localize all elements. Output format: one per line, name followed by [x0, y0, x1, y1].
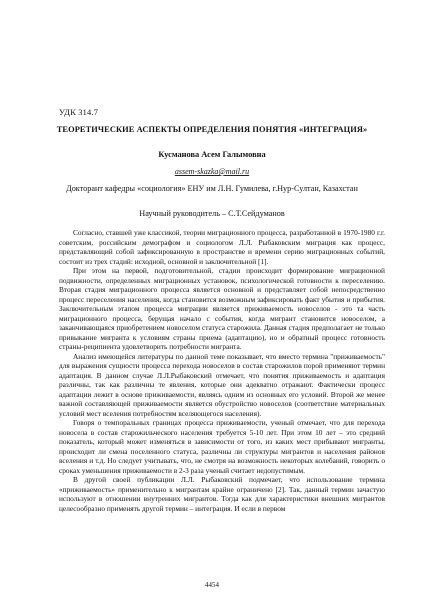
paragraph: При этом на первой, подготовительной, стадии происходит формирование миграционной подвижности, определенных миграционных установок, психологической готовности к переселению. Вторая стадия миграционного процесса является основной и представляет собой непосредственно процесс переселения населения, когда становится возможным зафиксировать факт убытия и прибытия. Заключительным этапом процесса миграции является приживаемость новоселов - это та часть миграционного процесса, берущая начало с события, когда мигрант становится новоселом, а заканчивающаяся приобретением новоселом статуса старожила. Данная стадия предполагает не только привыкание мигранта к условиям страны приема (адаптацию), но и обратный процесс готовность страны-реципиента удовлетворить потребности мигранта.: [59, 266, 385, 351]
paragraph: В другой своей публикации Л.Л. Рыбаковский подмечает, что использование термина «приживаемость» применительно к мигрантам крайне ограничено [2]. Так, данный термин зачастую используют в отношении внутренних мигрантов. Тогда как для характеристики внешних мигрантов целесообразно применять другой термин – интеграция. И если в первом: [59, 475, 385, 513]
page-number: 4454: [205, 581, 219, 589]
article-title: ТЕОРЕТИЧЕСКИЕ АСПЕКТЫ ОПРЕДЕЛЕНИЯ ПОНЯТИЯ «ИНТЕГРАЦИЯ»: [56, 125, 368, 134]
udc-code: УДК 314.7: [59, 108, 99, 117]
author-name: Кусманова Асем Галымовна: [158, 150, 266, 159]
article-body: [59, 228, 385, 513]
author-email[interactable]: assem-skazka@mail.ru: [174, 167, 250, 176]
paragraph: Согласно, ставшей уже классикой, теории миграционного процесса, разработанной в 1970-1980 г.г. советским, российским демографом и социологом Л.Л. Рыбаковским миграция как процесс, представляющий собой зафиксированную в пространстве и времени серию миграционных событий, состоит из трех стадий: исходной, основной и заключительной [1].: [59, 228, 385, 266]
paragraph: Анализ имеющейся литературы по данной теме показывает, что вместо термина "приживаемость" для выражения сущности процесса перехода новоселов в состав старожилов порой применяют термин адаптация. В данном случае Л.Л.Рыбаковский отмечает, что понятия приживаемость и адаптация различны, так как различны те явления, которые они адекватно отражают. Фактически процесс адаптации лежит в основе приживаемости, являясь одним из основных его условий. Второй же менее важной составляющей приживаемости является обустройство новоселов (соответствие материальных условий мест вселения потребностям вселяющегося населения).: [59, 351, 385, 418]
paragraph: Говоря о темпоральных границах процесса приживаемости, ученый отмечает, что для перехода новосела в состав старожильческого населения требуется 5-10 лет. При этом 10 лет – это средний показатель, который может изменяться в зависимости от того, из каких мест прибывают мигранты, происходит ли смена поселенного статуса, различны ли структуры мигрантов и населения районов вселения и т.д. Но следует учитывать, что, не смотря на возможность некоторых колебаний, говорить о сроках уменьшения приживаемости в 2-3 раза ученый считает недопустимым.: [59, 418, 385, 475]
scientific-advisor: Научный руководитель – С.Т.Сейдуманов: [139, 209, 285, 218]
author-affiliation: Докторант кафедры «социология» ЕНУ им Л.Н. Гумилева, г.Нур-Султан, Казахстан: [66, 184, 358, 193]
